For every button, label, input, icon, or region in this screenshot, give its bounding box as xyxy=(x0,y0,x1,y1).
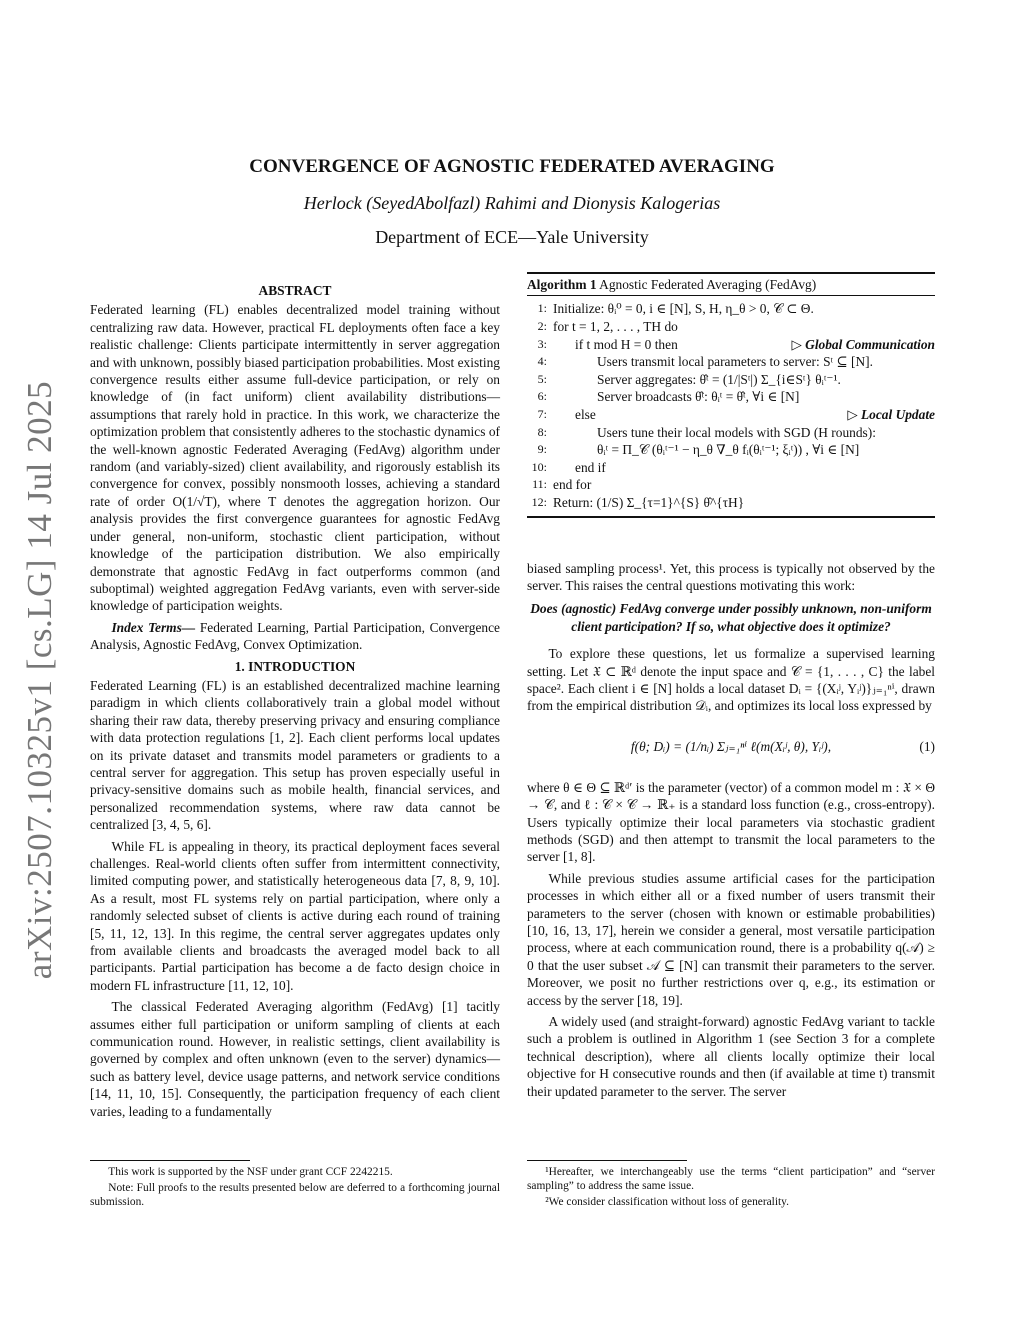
algorithm-line-number: 4: xyxy=(537,354,547,369)
algorithm-line-text: Server aggregates: θ̂ᵗ = (1/|Sᵗ|) Σ_{i∈Sᵗ} θᵢᵗ⁻¹. xyxy=(597,371,841,387)
equation-1-body: f(θ; Dᵢ) = (1/nᵢ) Σⱼ₌₁ⁿⁱ ℓ(m(Xᵢʲ, θ), Yᵢʲ), xyxy=(630,738,832,754)
algorithm-caption xyxy=(527,274,935,296)
algorithm-line xyxy=(527,388,935,406)
algorithm-line-number: 10: xyxy=(531,459,547,474)
algorithm-line-text: Server broadcasts θ̂ᵗ: θᵢᵗ = θ̂ᵗ, ∀i ∈ [N] xyxy=(597,389,800,405)
algorithm-label: Algorithm 1 xyxy=(527,277,597,292)
algorithm-line xyxy=(527,300,935,318)
algorithm-line xyxy=(527,371,935,389)
footnote-note: Note: Full proofs to the results presented below are deferred to a forthcoming journal submission. xyxy=(90,1182,500,1208)
footnote-funding: This work is supported by the NSF under grant CCF 2242215. xyxy=(108,1166,393,1178)
paper-authors: Herlock (SeyedAbolfazl) Rahimi and Dionysis Kalogerias xyxy=(303,193,721,213)
algorithm-line-text: end for xyxy=(553,477,592,493)
footnote-2: ²We consider classification without loss of generality. xyxy=(545,1196,789,1208)
right-paragraph-4: While previous studies assume artificial cases for the participation processes in which either all or a fixed number of users transmit their parameters to the server (chosen with known or estimable probabilities) [10, 16, 13, 17], herein we consider a general, most versatile participation process, where at each communication round, there is a probability q(𝒜) ≥ 0 that the user subset 𝒜 ⊆ [N] can transmit their parameters to the server. Moreover, we posit no further restrictions over q, e.g., its estimation or access by the server [18, 19]. xyxy=(527,870,935,1008)
algorithm-lines xyxy=(527,296,935,515)
left-footnotes xyxy=(90,1160,500,1211)
algorithm-line-text: Initialize: θᵢ⁰ = 0, i ∈ [N], S, H, η_θ > 0, 𝒞 ⊂ Θ. xyxy=(553,301,814,317)
algorithm-box xyxy=(527,272,935,518)
algorithm-line-number: 2: xyxy=(537,319,547,333)
equation-1 xyxy=(527,719,935,775)
algorithm-line-number: 3: xyxy=(537,336,547,351)
intro-paragraph-1: Federated Learning (FL) is an established decentralized machine learning paradigm in which clients collaboratively train a global model without sharing their raw data, thereby preserving privacy and ensuring compliance with data protection regulations [1, 2]. Each client performs local updates on its private dataset and transmits model parameters or gradients to a central server for aggregation. This setup has proven especially useful in privacy-sensitive domains such as mobile health, financial services, and personalized recommendation systems, where raw data cannot be centralized [3, 4, 5, 6]. xyxy=(90,677,500,833)
algorithm-line xyxy=(527,424,935,442)
right-footnotes xyxy=(527,1160,935,1211)
algorithm-line xyxy=(527,336,935,354)
left-column xyxy=(90,278,500,1124)
algorithm-line-text: end if xyxy=(575,459,606,475)
paper-affiliation: Department of ECE—Yale University xyxy=(375,227,649,247)
algorithm-line xyxy=(527,459,935,477)
right-paragraph-5: A widely used (and straight-forward) agnostic FedAvg variant to tackle such a problem is outlined in Algorithm 1 (see Section 3 for a complete technical description), where all clients locally optimize their local objective for H consecutive rounds and then (if available at time t) transmit their updated parameter to the server. The server xyxy=(527,1014,935,1099)
algorithm-line-number: 5: xyxy=(537,371,547,386)
algorithm-line-number: 6: xyxy=(537,389,547,404)
algorithm-line-text: if t mod H = 0 then xyxy=(575,336,678,352)
algorithm-line-text: for t = 1, 2, . . . , TH do xyxy=(553,319,678,334)
algorithm-line-number: 11: xyxy=(532,477,547,492)
algorithm-line-number: 12: xyxy=(531,494,547,509)
algorithm-line xyxy=(527,353,935,371)
algorithm-line-text: θᵢᵗ = Π_𝒞 (θᵢᵗ⁻¹ − η_θ ∇_θ fᵢ(θᵢᵗ⁻¹; ξᵢᵗ)) , ∀i ∈ [N] xyxy=(597,442,860,458)
algorithm-line xyxy=(527,318,935,336)
algorithm-line-text: Return: (1/S) Σ_{τ=1}^{S} θ̂^{τH} xyxy=(553,494,745,510)
footnote-rule xyxy=(90,1160,250,1161)
algorithm-line xyxy=(527,494,935,512)
algorithm-line-comment: ▷ Local Update xyxy=(847,406,935,422)
right-paragraph-2: To explore these questions, let us formalize a supervised learning setting. Let 𝔛 ⊂ ℝᵈ denote the input space and 𝒞 = {1, . . . , C} the label space². Each client i ∈ [N] holds a local dataset Dᵢ = {(Xᵢʲ, Yᵢʲ)}ⱼ₌₁ⁿⁱ, drawn from the empirical distribution 𝒟ᵢ, and optimizes its local loss expressed by xyxy=(527,646,935,714)
algorithm-line xyxy=(527,406,935,424)
algorithm-line-text: else xyxy=(575,406,596,422)
algorithm-line-number: 7: xyxy=(537,406,547,421)
algorithm-line-text: Users transmit local parameters to server: Sᵗ ⊆ [N]. xyxy=(597,354,873,370)
equation-1-number: (1) xyxy=(919,738,935,754)
right-paragraph-1: biased sampling process¹. Yet, this process is typically not observed by the server. This raises the central questions motivating this work: xyxy=(527,560,935,593)
intro-paragraph-3: The classical Federated Averaging algorithm (FedAvg) [1] tacitly assumes either full participation or uniform sampling of clients at each communication round. However, in realistic settings, client availability is governed by complex and often unknown (even to the server) dynamics—such as battery level, device usage patterns, and network service conditions [14, 11, 10, 15]. Consequently, the participation frequency of each client varies, leading to a fundamentally xyxy=(90,999,500,1119)
abstract-text: Federated learning (FL) enables decentralized model training without centralizing raw data. However, practical FL deployments often face a key realistic challenge: Clients participate intermittently in server aggregation and with unknown, possibly biased participation probabilities. Most existing convergence results either assume full-device participation, or rely on knowledge of (in fact uniform) client availability distributions—assumptions that rarely hold in practice. In this work, we characterize the optimization problem that consistently adheres to the stochastic dynamics of the well-known agnostic Federated Averaging (FedAvg) algorithm under random (and variably-sized) client availability, and rigorously establish its convergence for convex, possibly nonsmooth losses, achieving a standard rate of order O(1/√T), where T denotes the aggregation horizon. Our analysis provides the first convergence guarantees for agnostic FedAvg under general, non-uniform, stochastic client participation, without knowledge of the participation distribution. We also empirically demonstrate that agnostic FedAvg in fact outperforms common (and suboptimal) weighted aggregation FedAvg variants, even with server-side knowledge of participation weights. xyxy=(90,302,500,614)
algorithm-line-text: Users tune their local models with SGD (H rounds): xyxy=(597,424,876,440)
algorithm-line-comment: ▷ Global Communication xyxy=(791,336,935,352)
algorithm-caption-text: Agnostic Federated Averaging (FedAvg) xyxy=(599,277,817,292)
abstract-heading: ABSTRACT xyxy=(258,283,332,298)
footnote-rule xyxy=(527,1160,687,1161)
index-terms-label: Index Terms— xyxy=(111,619,196,635)
right-paragraph-3: where θ ∈ Θ ⊆ ℝᵈ′ is the parameter (vector) of a common model m : 𝔛 × Θ → 𝒞, and ℓ : 𝒞 × 𝒞 → ℝ₊ is a standard loss function (e.g., cross-entropy). Users typically optimize their local parameters via stochastic gradient methods (SGD) and then attempt to transmit the local parameters to the server [1, 8]. xyxy=(527,779,935,865)
index-terms-text: Federated Learning, Partial Participation, Convergence Analysis, Agnostic FedAvg, Convex Optimization. xyxy=(90,619,500,653)
arxiv-identifier xyxy=(10,380,70,980)
algorithm-line-number: 1: xyxy=(537,301,547,316)
algorithm-line-number: 8: xyxy=(537,424,547,439)
intro-paragraph-2: While FL is appealing in theory, its practical deployment faces several challenges. Real-world clients often suffer from intermittent connectivity, limited computing power, and statistically heterogeneous data [7, 8, 9, 10]. As a result, most FL systems rely on partial participation, where only a randomly selected subset of clients is active during each round of training [5, 11, 12, 13]. In this regime, the central server aggregates updates only from available clients and broadcasts the averaged model back to all participants. Partial participation has become a de facto design choice in modern FL infrastructure [11, 12, 10]. xyxy=(90,838,500,993)
arxiv-identifier-text: arXiv:2507.10325v1 [cs.LG] 14 Jul 2025 xyxy=(20,380,59,980)
algorithm-line xyxy=(527,476,935,494)
intro-heading: 1. INTRODUCTION xyxy=(234,658,356,674)
algorithm-line-number: 9: xyxy=(537,442,547,457)
algorithm-line xyxy=(527,441,935,459)
index-terms xyxy=(90,619,500,654)
right-column xyxy=(527,272,935,1104)
paper-title: CONVERGENCE OF AGNOSTIC FEDERATED AVERAGING xyxy=(249,156,775,177)
research-question: Does (agnostic) FedAvg converge under possibly unknown, non-uniform client participation? If so, what objective does it optimize? xyxy=(530,601,932,634)
footnote-1: ¹Hereafter, we interchangeably use the terms “client participation” and “server sampling” to address the same issue. xyxy=(527,1166,935,1192)
